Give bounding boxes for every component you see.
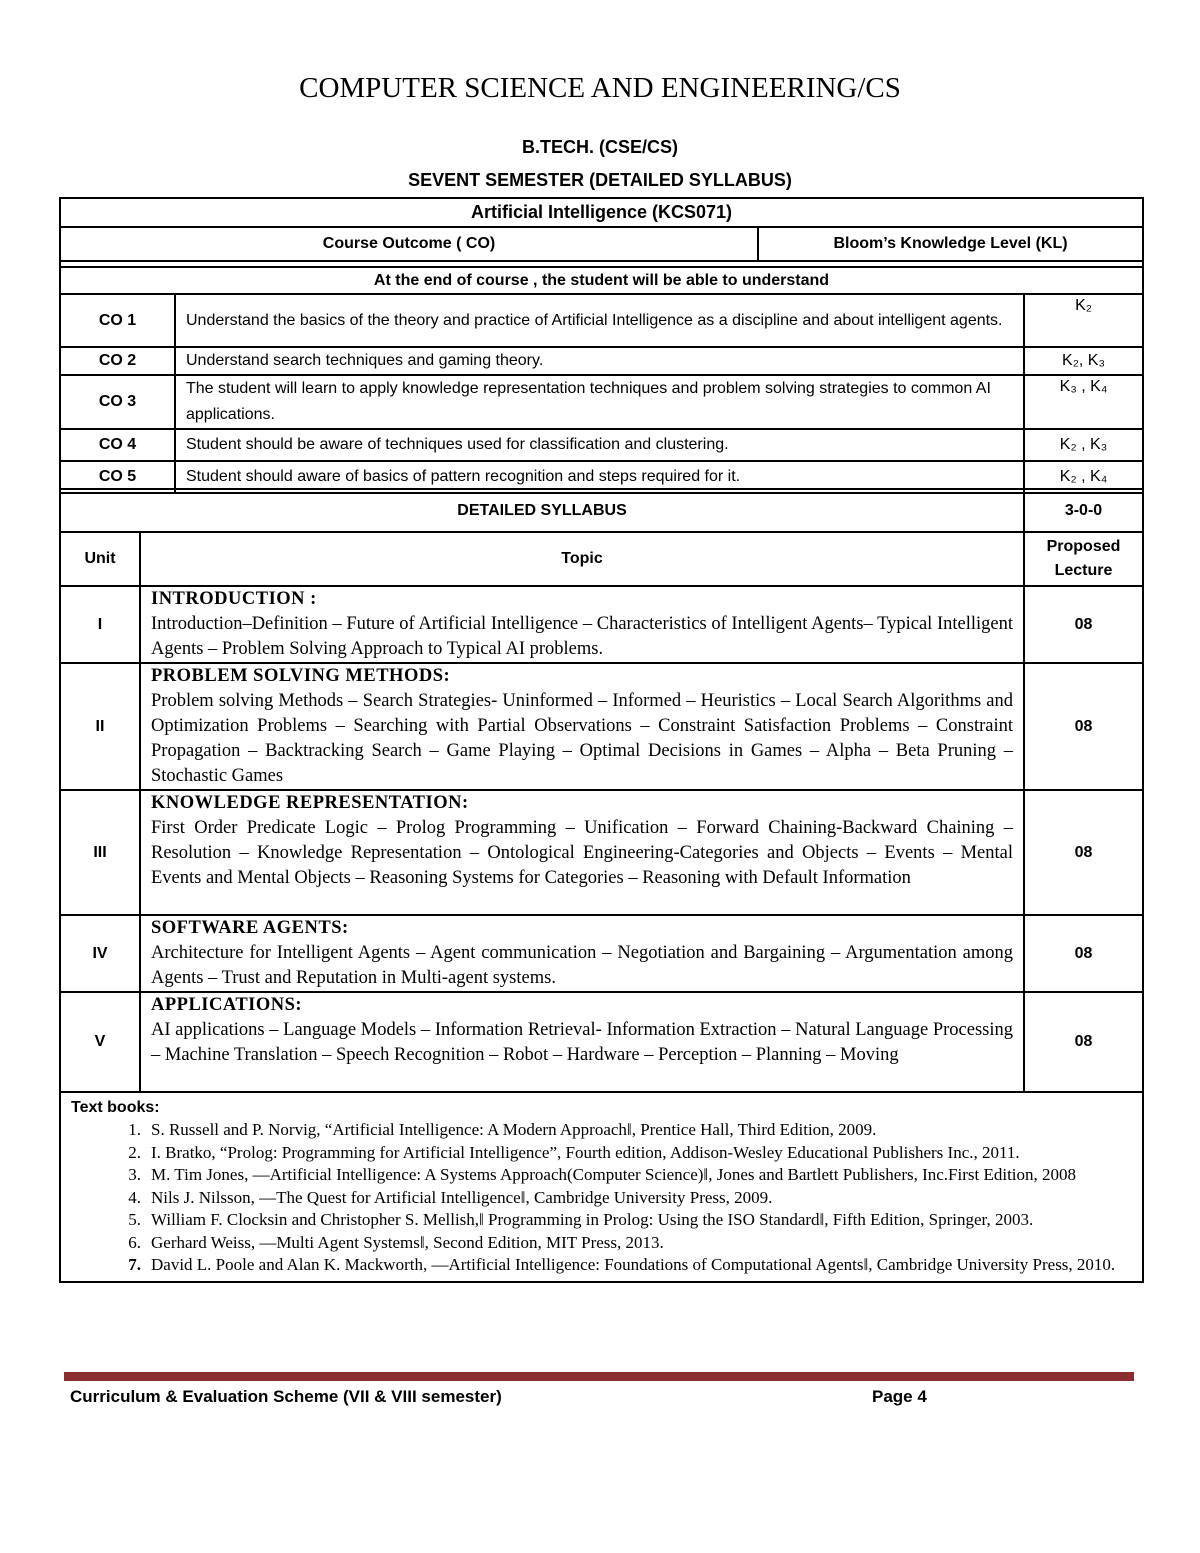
textbook-item bbox=[71, 1119, 1132, 1142]
unit-topic bbox=[140, 586, 1024, 663]
program-title: B.TECH. (CSE/CS) bbox=[521, 137, 678, 157]
textbook-number: 1. bbox=[128, 1120, 141, 1139]
textbook-text: I. Bratko, “Prolog: Programming for Artificial Intelligence”, Fourth edition, Addison-Wesley Educational Publishers Inc., 2011. bbox=[151, 1142, 1020, 1162]
semester-title: SEVENT SEMESTER (DETAILED SYLLABUS) bbox=[408, 170, 792, 190]
syllabus-unit-row bbox=[60, 586, 1143, 663]
textbook-item bbox=[71, 1142, 1132, 1165]
textbook-item bbox=[71, 1164, 1132, 1187]
co-id: CO 1 bbox=[60, 294, 175, 347]
footer-curriculum-label: Curriculum & Evaluation Scheme (VII & VIII semester) bbox=[70, 1387, 502, 1406]
co-description: The student will learn to apply knowledge representation techniques and problem solving strategies to common AI applications. bbox=[175, 375, 1024, 429]
co-knowledge-level: K₃ , K₄ bbox=[1024, 375, 1143, 429]
textbook-item bbox=[71, 1209, 1132, 1232]
co-row bbox=[60, 294, 1143, 347]
co-knowledge-level: K₂ , K₄ bbox=[1024, 461, 1143, 493]
textbook-text: William F. Clocksin and Christopher S. Mellish,‖ Programming in Prolog: Using the ISO Standard‖, Fifth Edition, Springer, 2003. bbox=[151, 1210, 1034, 1229]
footer-rule bbox=[64, 1372, 1134, 1381]
textbook-text: S. Russell and P. Norvig, “Artificial Intelligence: A Modern Approach‖, Prentice Hall, Third Edition, 2009. bbox=[151, 1120, 877, 1139]
unit-topic-content: Problem solving Methods – Search Strategies- Uninformed – Informed – Heuristics – Local Search Algorithms and Optimization Problems – Searching with Partial Observations – Constraint Satisfaction Problems – Constraint Propagation – Backtracking Search – Game Playing – Optimal Decisions in Games – Alpha – Beta Pruning – Stochastic Games bbox=[151, 691, 1014, 786]
textbooks-list bbox=[71, 1119, 1132, 1277]
unit-topic-title: INTRODUCTION : bbox=[151, 589, 317, 609]
syllabus-unit-row bbox=[60, 915, 1143, 992]
unit-topic bbox=[140, 663, 1024, 790]
unit-lectures: 08 bbox=[1024, 790, 1143, 915]
co-knowledge-level: K₂ bbox=[1024, 294, 1143, 347]
syllabus-unit-row bbox=[60, 992, 1143, 1092]
co-description: Student should aware of basics of pattern recognition and steps required for it. bbox=[175, 461, 1024, 493]
co-description: Understand search techniques and gaming theory. bbox=[175, 347, 1024, 375]
co-description: Student should be aware of techniques used for classification and clustering. bbox=[175, 429, 1024, 461]
course-outcome-intro: At the end of course , the student will be able to understand bbox=[60, 267, 1143, 294]
unit-number: IV bbox=[60, 915, 140, 992]
column-header-topic: Topic bbox=[140, 532, 1024, 586]
textbook-number: 6. bbox=[128, 1232, 141, 1252]
textbooks-heading: Text books: bbox=[71, 1099, 160, 1116]
detailed-syllabus-table bbox=[59, 488, 1144, 1283]
unit-topic-content: AI applications – Language Models – Information Retrieval- Information Extraction – Natural Language Processing – Machine Translation – Speech Recognition – Robot – Hardware – Perception – Planning – Moving bbox=[151, 1020, 1014, 1065]
syllabus-unit-row bbox=[60, 663, 1143, 790]
document-title: COMPUTER SCIENCE AND ENGINEERING/CS bbox=[299, 72, 901, 104]
textbook-text: Nils J. Nilsson, ―The Quest for Artificial Intelligence‖, Cambridge University Press, 2009. bbox=[151, 1187, 773, 1207]
textbook-number: 5. bbox=[128, 1210, 141, 1229]
course-outcome-table bbox=[59, 197, 1144, 494]
unit-topic-title: KNOWLEDGE REPRESENTATION: bbox=[151, 793, 469, 813]
textbook-item bbox=[71, 1232, 1132, 1255]
co-row bbox=[60, 429, 1143, 461]
textbook-number: 7. bbox=[128, 1255, 141, 1274]
unit-topic-title: SOFTWARE AGENTS: bbox=[151, 918, 349, 938]
co-id: CO 5 bbox=[60, 461, 175, 493]
textbook-text: David L. Poole and Alan K. Mackworth, ―Artificial Intelligence: Foundations of Computational Agents‖, Cambridge University Press, 2010. bbox=[151, 1255, 1116, 1274]
textbook-text: M. Tim Jones, ―Artificial Intelligence: A Systems Approach(Computer Science)‖, Jones and Bartlett Publishers, Inc.First Edition, 2008 bbox=[151, 1165, 1077, 1184]
course-outcome-header: Course Outcome ( CO) bbox=[60, 227, 758, 261]
unit-lectures: 08 bbox=[1024, 586, 1143, 663]
co-knowledge-level: K₂, K₃ bbox=[1024, 347, 1143, 375]
co-id: CO 3 bbox=[60, 375, 175, 429]
syllabus-unit-row bbox=[60, 790, 1143, 915]
textbook-text: Gerhard Weiss, ―Multi Agent Systems‖, Second Edition, MIT Press, 2013. bbox=[151, 1232, 664, 1252]
textbooks-section bbox=[60, 1092, 1143, 1282]
course-name: Artificial Intelligence (KCS071) bbox=[60, 198, 1143, 227]
textbook-item bbox=[71, 1254, 1132, 1277]
textbook-number: 3. bbox=[128, 1165, 141, 1184]
unit-topic-content: First Order Predicate Logic – Prolog Programming – Unification – Forward Chaining-Backward Chaining – Resolution – Knowledge Representation – Ontological Engineering-Categories and Objects – Events – Mental Events and Mental Objects – Reasoning Systems for Categories – Reasoning with Default Information bbox=[151, 818, 1014, 888]
unit-number: V bbox=[60, 992, 140, 1092]
syllabus-title: DETAILED SYLLABUS bbox=[60, 489, 1024, 532]
textbook-item bbox=[71, 1187, 1132, 1210]
co-row bbox=[60, 347, 1143, 375]
unit-topic-title: PROBLEM SOLVING METHODS: bbox=[151, 666, 451, 686]
unit-topic-content: Introduction–Definition – Future of Artificial Intelligence – Characteristics of Intelligent Agents– Typical Intelligent Agents – Problem Solving Approach to Typical AI problems. bbox=[151, 614, 1014, 659]
co-row bbox=[60, 375, 1143, 429]
unit-lectures: 08 bbox=[1024, 663, 1143, 790]
unit-topic bbox=[140, 992, 1024, 1092]
unit-topic bbox=[140, 790, 1024, 915]
syllabus-ltp: 3-0-0 bbox=[1024, 489, 1143, 532]
unit-lectures: 08 bbox=[1024, 915, 1143, 992]
textbook-number: 4. bbox=[128, 1187, 141, 1207]
unit-number: I bbox=[60, 586, 140, 663]
co-id: CO 4 bbox=[60, 429, 175, 461]
unit-number: II bbox=[60, 663, 140, 790]
co-knowledge-level: K₂ , K₃ bbox=[1024, 429, 1143, 461]
unit-number: III bbox=[60, 790, 140, 915]
unit-topic-title: APPLICATIONS: bbox=[151, 995, 303, 1015]
unit-topic bbox=[140, 915, 1024, 992]
co-id: CO 2 bbox=[60, 347, 175, 375]
column-header-lecture: Proposed Lecture bbox=[1024, 532, 1143, 586]
co-description: Understand the basics of the theory and practice of Artificial Intelligence as a discipline and about intelligent agents. bbox=[175, 294, 1024, 347]
unit-lectures: 08 bbox=[1024, 992, 1143, 1092]
bloom-level-header: Bloom’s Knowledge Level (KL) bbox=[758, 227, 1143, 261]
textbook-number: 2. bbox=[128, 1142, 141, 1162]
column-header-unit: Unit bbox=[60, 532, 140, 586]
page-number: Page 4 bbox=[872, 1387, 927, 1406]
unit-topic-content: Architecture for Intelligent Agents – Agent communication – Negotiation and Bargaining – Argumentation among Agents – Trust and Reputation in Multi-agent systems. bbox=[151, 943, 1014, 988]
